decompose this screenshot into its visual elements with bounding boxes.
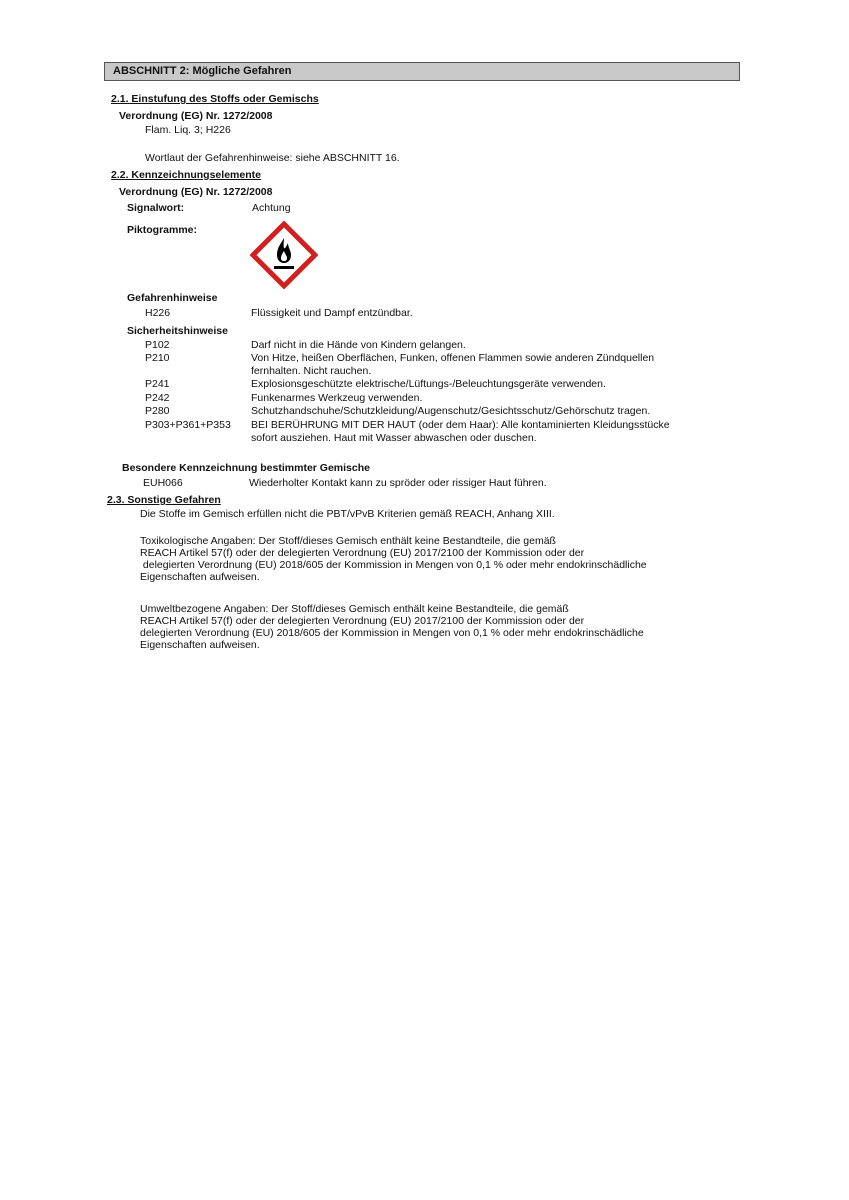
hazard-label: Gefahrenhinweise xyxy=(127,292,218,304)
env-line: Umweltbezogene Angaben: Der Stoff/dieses Gemisch enthält keine Bestandteile, die gemäß xyxy=(140,603,569,615)
precaution-text: Schutzhandschuhe/Schutzkleidung/Augenschutz/Gesichtsschutz/Gehörschutz tragen. xyxy=(251,405,651,417)
classification: Flam. Liq. 3; H226 xyxy=(145,124,231,136)
env-line: delegierten Verordnung (EU) 2018/605 der Kommission in Mengen von 0,1 % oder mehr endokrinschädliche xyxy=(140,627,644,639)
env-line: REACH Artikel 57(f) oder der delegierten Verordnung (EU) 2017/2100 der Kommission oder der xyxy=(140,615,585,627)
special-text: Wiederholter Kontakt kann zu spröder oder rissiger Haut führen. xyxy=(249,477,547,489)
heading-2-2: 2.2. Kennzeichnungselemente xyxy=(111,169,261,181)
precaution-text-cont: fernhalten. Nicht rauchen. xyxy=(251,365,372,377)
precaution-code: P102 xyxy=(145,339,170,351)
hazard-code: H226 xyxy=(145,307,171,319)
precaution-text: BEI BERÜHRUNG MIT DER HAUT (oder dem Haar): Alle kontaminierten Kleidungsstücke xyxy=(251,419,670,431)
precaution-text: Darf nicht in die Hände von Kindern gelangen. xyxy=(251,339,466,351)
hazard-text: Flüssigkeit und Dampf entzündbar. xyxy=(251,307,413,319)
precaution-text: Von Hitze, heißen Oberflächen, Funken, offenen Flammen sowie anderen Zündquellen xyxy=(251,352,655,364)
special-label: Besondere Kennzeichnung bestimmter Gemische xyxy=(122,462,370,474)
section-title: ABSCHNITT 2: Mögliche Gefahren xyxy=(113,65,292,77)
tox-line: REACH Artikel 57(f) oder der delegierten Verordnung (EU) 2017/2100 der Kommission oder der xyxy=(140,547,585,559)
wording-note: Wortlaut der Gefahrenhinweise: siehe ABSCHNITT 16. xyxy=(145,152,400,164)
heading-2-3: 2.3. Sonstige Gefahren xyxy=(107,494,221,506)
precaution-code: P241 xyxy=(145,378,170,390)
precaution-label: Sicherheitshinweise xyxy=(127,325,228,337)
precaution-code: P280 xyxy=(145,405,170,417)
tox-line: Toxikologische Angaben: Der Stoff/dieses Gemisch enthält keine Bestandteile, die gemäß xyxy=(140,535,556,547)
regulation-2-1: Verordnung (EG) Nr. 1272/2008 xyxy=(119,110,273,122)
pbt-statement: Die Stoffe im Gemisch erfüllen nicht die PBT/vPvB Kriterien gemäß REACH, Anhang XIII. xyxy=(140,508,555,520)
tox-line: delegierten Verordnung (EU) 2018/605 der Kommission in Mengen von 0,1 % oder mehr endokrinschädliche xyxy=(140,559,647,571)
heading-2-1: 2.1. Einstufung des Stoffs oder Gemischs xyxy=(111,93,319,105)
signal-word-label: Signalwort: xyxy=(127,202,185,214)
pictogram-label: Piktogramme: xyxy=(127,224,198,236)
precaution-text-cont: sofort ausziehen. Haut mit Wasser abwaschen oder duschen. xyxy=(251,432,537,444)
tox-paragraph xyxy=(140,535,700,583)
precaution-code: P210 xyxy=(145,352,170,364)
tox-line: Eigenschaften aufweisen. xyxy=(140,571,260,583)
precaution-code: P242 xyxy=(145,392,170,404)
precaution-text: Funkenarmes Werkzeug verwenden. xyxy=(251,392,423,404)
precaution-text: Explosionsgeschützte elektrische/Lüftungs-/Beleuchtungsgeräte verwenden. xyxy=(251,378,606,390)
regulation-2-2: Verordnung (EG) Nr. 1272/2008 xyxy=(119,186,273,198)
special-code: EUH066 xyxy=(143,477,183,489)
signal-word-value: Achtung xyxy=(252,202,291,214)
env-paragraph xyxy=(140,603,700,651)
flame-ghs02-icon xyxy=(250,221,318,289)
precaution-code: P303+P361+P353 xyxy=(145,419,231,431)
section-header xyxy=(104,62,740,81)
env-line: Eigenschaften aufweisen. xyxy=(140,639,260,651)
